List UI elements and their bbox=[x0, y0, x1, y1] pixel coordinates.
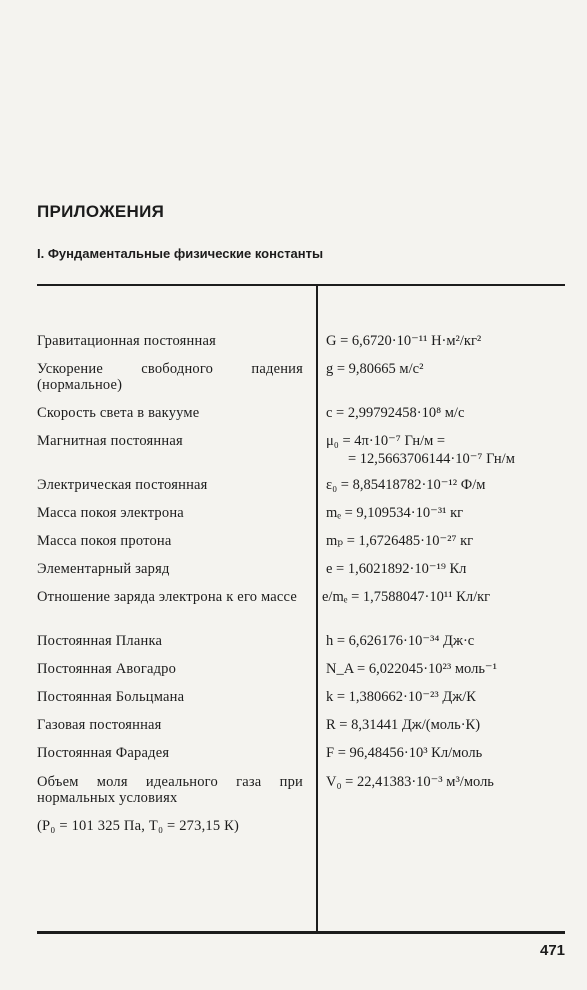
constant-name: Постоянная Больцмана bbox=[37, 689, 185, 705]
page-heading: ПРИЛОЖЕНИЯ bbox=[37, 202, 165, 221]
constant-name: Масса покоя электрона bbox=[37, 505, 184, 521]
constant-name: Постоянная Фарадея bbox=[37, 745, 170, 761]
constant-value: e = 1,6021892·10⁻¹⁹ Кл bbox=[326, 561, 467, 577]
constant-name: Гравитационная постоянная bbox=[37, 333, 216, 349]
constant-value: g = 9,80665 м/с² bbox=[326, 361, 424, 377]
constant-value: c = 2,99792458·10⁸ м/с bbox=[326, 405, 465, 421]
table-bottom-rule bbox=[37, 931, 565, 934]
constant-value: e/mₑ = 1,7588047·10¹¹ Кл/кг bbox=[322, 589, 491, 605]
constant-value: h = 6,626176·10⁻³⁴ Дж·с bbox=[326, 633, 475, 649]
constant-name: Масса покоя протона bbox=[37, 533, 172, 549]
section-title: I. Фундаментальные физические константы bbox=[37, 246, 324, 261]
constant-name: Элементарный заряд bbox=[37, 561, 170, 577]
constant-name: Постоянная Авогадро bbox=[37, 661, 177, 677]
constant-name: (P₀ = 101 325 Па, T₀ = 273,15 К) bbox=[37, 818, 240, 834]
constant-value: μ₀ = 4π·10⁻⁷ Гн/м = bbox=[326, 433, 446, 449]
constant-value: R = 8,31441 Дж/(моль·К) bbox=[326, 717, 481, 733]
constant-value: G = 6,6720·10⁻¹¹ Н·м²/кг² bbox=[326, 333, 482, 349]
constant-value: mₚ = 1,6726485·10⁻²⁷ кг bbox=[326, 533, 474, 549]
constant-name: Постоянная Планка bbox=[37, 633, 163, 649]
constant-name: Газовая постоянная bbox=[37, 717, 162, 733]
constant-name: Магнитная постоянная bbox=[37, 433, 183, 449]
constant-name: Объем моля идеального газа при нормальных условиях bbox=[37, 774, 303, 806]
constant-name: Ускорение свободного падения (нормальное) bbox=[37, 361, 303, 393]
constant-name: Электрическая постоянная bbox=[37, 477, 208, 493]
constant-value-continued: = 12,5663706144·10⁻⁷ Гн/м bbox=[348, 451, 515, 467]
constant-value: ε₀ = 8,85418782·10⁻¹² Ф/м bbox=[326, 477, 486, 493]
table-column-divider bbox=[316, 286, 318, 931]
constant-value: F = 96,48456·10³ Кл/моль bbox=[326, 745, 483, 761]
table-top-rule bbox=[37, 284, 565, 286]
constant-name: Отношение заряда электрона к его массе bbox=[37, 589, 298, 605]
page-number: 471 bbox=[540, 942, 566, 959]
constant-value: k = 1,380662·10⁻²³ Дж/К bbox=[326, 689, 476, 705]
constant-value: V₀ = 22,41383·10⁻³ м³/моль bbox=[326, 774, 494, 790]
constant-value: mₑ = 9,109534·10⁻³¹ кг bbox=[326, 505, 464, 521]
constant-value: N_A = 6,022045·10²³ моль⁻¹ bbox=[326, 661, 497, 677]
constant-name: Скорость света в вакууме bbox=[37, 405, 200, 421]
